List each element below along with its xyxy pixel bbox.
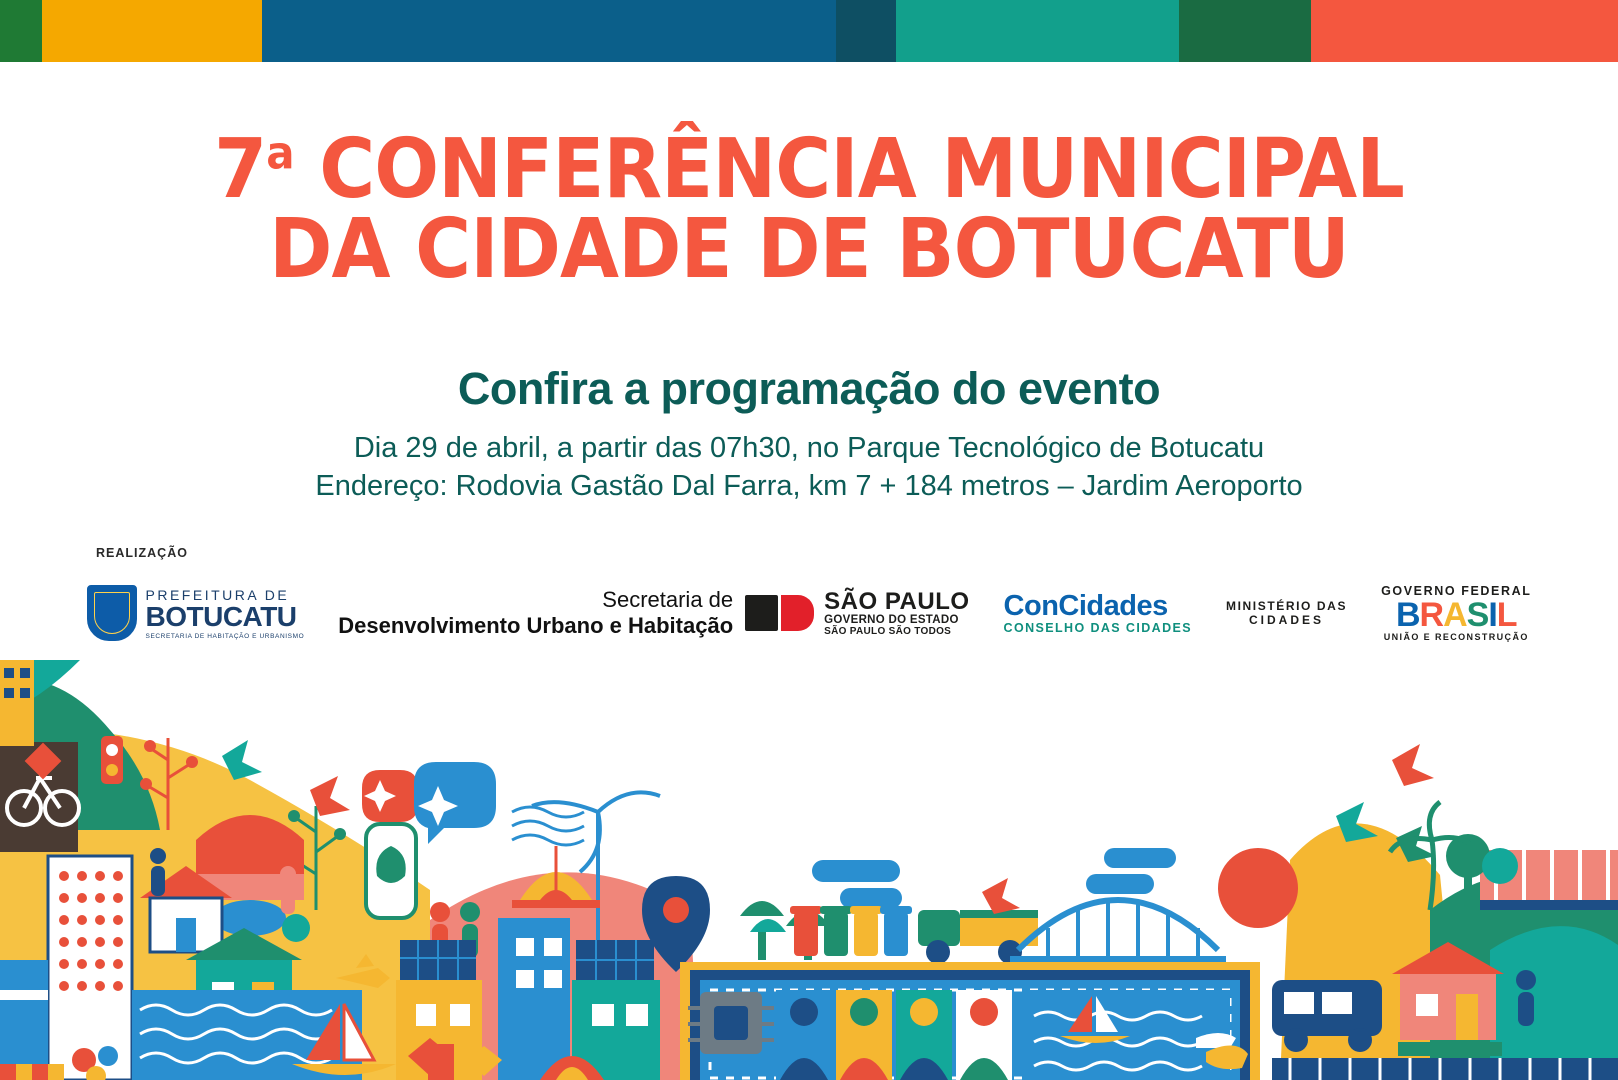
event-address-line: Endereço: Rodovia Gastão Dal Farra, km 7 + 184 metros – Jardim Aeroporto xyxy=(315,469,1303,502)
logo-concidades xyxy=(1003,589,1192,635)
sao-paulo-line-3: SÃO PAULO SÃO TODOS xyxy=(824,625,952,637)
topbar-segment-yellow xyxy=(42,0,262,62)
logo-prefeitura-botucatu xyxy=(87,585,305,641)
concidades-subtitle: CONSELHO DAS CIDADES xyxy=(1003,620,1192,635)
page-title-line-1 xyxy=(57,122,1562,217)
topbar-segment-green xyxy=(0,0,42,62)
topbar-segment-teal xyxy=(896,0,1179,62)
concidades-cidades: Cidades xyxy=(1058,589,1168,622)
top-color-bar xyxy=(0,0,1618,62)
governo-federal-line-1: GOVERNO FEDERAL xyxy=(1381,584,1532,598)
event-details xyxy=(0,429,1618,506)
secretaria-line-1: Secretaria de xyxy=(602,587,734,612)
subtitle: Confira a programação do evento xyxy=(457,362,1161,414)
logo-secretaria-sao-paulo xyxy=(338,587,969,639)
realizacao-label: REALIZAÇÃO xyxy=(96,546,188,560)
topbar-segment-darkgreen xyxy=(1179,0,1310,62)
prefeitura-line-3: SECRETARIA DE HABITAÇÃO E URBANISMO xyxy=(145,632,305,640)
event-date-line: Dia 29 de abril, a partir das 07h30, no Parque Tecnológico de Botucatu xyxy=(353,431,1265,464)
page-title-line-2: DA CIDADE DE BOTUCATU xyxy=(269,202,1349,298)
coat-of-arms-icon xyxy=(87,585,137,641)
secretaria-line-2: Desenvolvimento Urbano e Habitação xyxy=(338,613,734,638)
sao-paulo-line-2: GOVERNO DO ESTADO xyxy=(824,613,959,626)
concidades-con: Con xyxy=(1003,589,1059,622)
city-illustration xyxy=(0,660,1618,1080)
brasil-wordmark: B R A S I L xyxy=(1395,596,1517,634)
prefeitura-line-1: PREFEITURA DE xyxy=(145,586,290,603)
ordinal-number: 7 xyxy=(214,122,267,217)
logo-ministerio-das-cidades xyxy=(1226,599,1347,627)
sao-paulo-line-1: SÃO PAULO xyxy=(824,587,970,615)
topbar-segment-red xyxy=(1311,0,1618,62)
logo-governo-federal xyxy=(1381,584,1531,642)
governo-federal-line-3: UNIÃO E RECONSTRUÇÃO xyxy=(1383,632,1529,642)
ordinal-suffix: a xyxy=(266,126,294,180)
concidades-wordmark xyxy=(1003,589,1192,622)
prefeitura-line-2: BOTUCATU xyxy=(145,600,297,632)
city-illustration-svg xyxy=(0,660,1618,1080)
page-title xyxy=(57,122,1562,298)
ministerio-line-2: CIDADES xyxy=(1249,613,1325,627)
topbar-segment-darkteal xyxy=(836,0,896,62)
ministerio-line-1: MINISTÉRIO DAS xyxy=(1225,599,1348,613)
logo-row xyxy=(0,570,1618,656)
sao-paulo-mark-icon xyxy=(745,595,814,631)
page-title-line-1-text: CONFERÊNCIA MUNICIPAL xyxy=(293,122,1404,217)
topbar-segment-blue xyxy=(262,0,836,62)
